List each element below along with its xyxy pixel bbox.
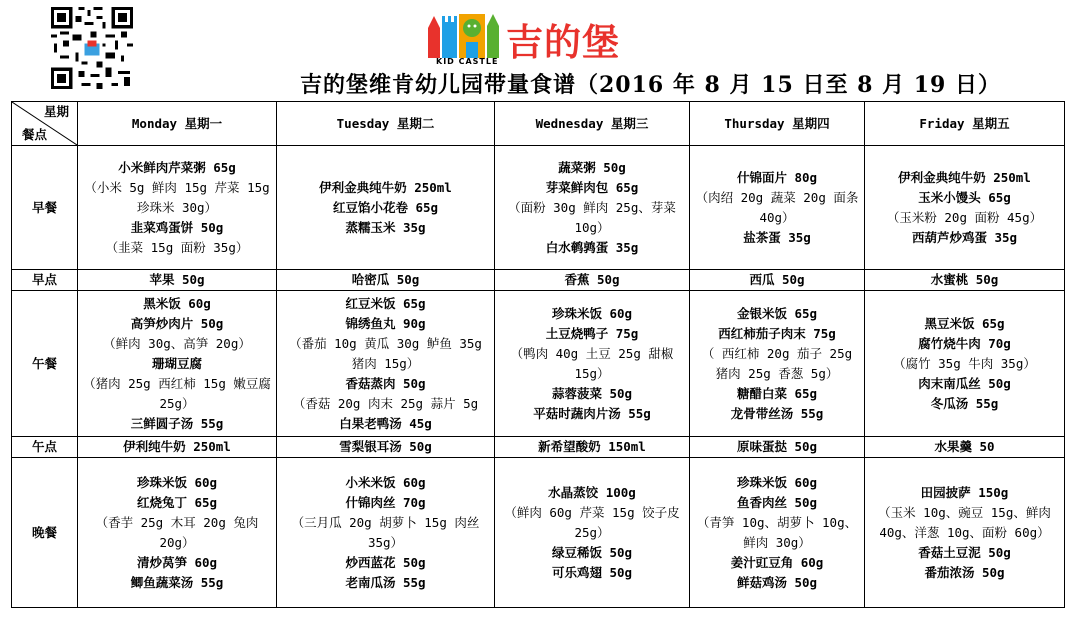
afternoon-snack-wednesday bbox=[495, 437, 690, 458]
dish-item: 香菇土豆泥 50g bbox=[918, 544, 1011, 560]
dish-item: 高笋炒肉片 50g bbox=[130, 315, 224, 331]
day-header-friday: Friday 星期五 bbox=[865, 102, 1065, 146]
dish-item: 芽菜鲜肉包 65g bbox=[545, 179, 639, 195]
morning-snack-thursday bbox=[690, 270, 865, 291]
dish-item: 蒸糯玉米 35g bbox=[345, 219, 426, 235]
corner-header bbox=[12, 102, 78, 146]
meal-label-breakfast: 早餐 bbox=[12, 146, 78, 270]
breakfast-wednesday bbox=[495, 146, 690, 270]
dish-item: 小米鲜肉芹菜粥 65g bbox=[118, 159, 236, 175]
dish-item: 伊利纯牛奶 250ml bbox=[123, 439, 231, 454]
afternoon-snack-monday bbox=[78, 437, 277, 458]
dish-item: 红豆米饭 65g bbox=[345, 295, 426, 311]
lunch-wednesday bbox=[495, 291, 690, 437]
dish-item: 什锦肉丝 70g bbox=[345, 494, 426, 510]
corner-meal-label: 餐点 bbox=[22, 127, 48, 142]
breakfast-monday bbox=[78, 146, 277, 270]
morning-snack-row bbox=[12, 270, 1065, 291]
day-header-monday: Monday 星期一 bbox=[78, 102, 277, 146]
dish-item: 苹果 50g bbox=[149, 272, 205, 287]
breakfast-friday bbox=[865, 146, 1065, 270]
dish-item: 冬瓜汤 55g bbox=[930, 395, 999, 411]
breakfast-thursday bbox=[690, 146, 865, 270]
meal-label-lunch: 午餐 bbox=[12, 291, 78, 437]
ingredient-note: （玉米 10g、豌豆 15g、鲜肉 40g、洋葱 10g、面粉 60g） bbox=[878, 504, 1051, 540]
dinner-monday bbox=[78, 458, 277, 608]
meal-label-morning-snack: 早点 bbox=[12, 270, 78, 291]
dish-item: 清炒莴笋 60g bbox=[136, 554, 218, 570]
dish-item: 绿豆稀饭 50g bbox=[551, 544, 633, 560]
dish-item: 伊利金典纯牛奶 250ml bbox=[898, 169, 1031, 185]
meal-label-dinner: 晚餐 bbox=[12, 458, 78, 608]
morning-snack-monday bbox=[78, 270, 277, 291]
dinner-friday bbox=[865, 458, 1065, 608]
dish-item: 珍珠米饭 60g bbox=[736, 474, 818, 490]
dish-item: 黑米饭 60g bbox=[143, 295, 211, 311]
dish-item: 姜汁豇豆角 60g bbox=[730, 554, 824, 570]
logo-brand-cn: 吉的堡 bbox=[506, 21, 620, 64]
ingredient-note: （腐竹 35g 牛肉 35g） bbox=[893, 355, 1036, 371]
ingredient-note: （鸭肉 40g 土豆 25g 甜椒 15g） bbox=[510, 345, 674, 381]
corner-day-label: 星期 bbox=[43, 104, 69, 119]
dish-item: 哈密瓜 50g bbox=[351, 272, 420, 287]
dish-item: 蔬菜粥 50g bbox=[558, 159, 626, 175]
ingredient-note: （猪肉 25g 西红柿 15g 嫩豆腐 25g） bbox=[83, 375, 271, 411]
dish-item: 水晶蒸饺 100g bbox=[548, 484, 636, 500]
ingredient-note: （小米 5g 鲜肉 15g 芹菜 15g 珍珠米 30g） bbox=[84, 179, 270, 215]
day-header-wednesday: Wednesday 星期三 bbox=[495, 102, 690, 146]
dish-item: 小米米饭 60g bbox=[345, 474, 426, 490]
dish-item: 黑豆米饭 65g bbox=[924, 315, 1005, 331]
lunch-friday bbox=[865, 291, 1065, 437]
dish-item: 肉末南瓜丝 50g bbox=[918, 375, 1011, 391]
dish-item: 老南瓜汤 55g bbox=[345, 574, 426, 590]
dish-item: 可乐鸡翅 50g bbox=[551, 564, 633, 580]
logo-brand-en: KID CASTLE bbox=[436, 57, 499, 66]
dish-item: 鲫鱼蔬菜汤 55g bbox=[130, 574, 224, 590]
ingredient-note: （青笋 10g、胡萝卜 10g、鲜肉 30g） bbox=[696, 514, 858, 550]
ingredient-note: （香芋 25g 木耳 20g 兔肉 20g） bbox=[95, 514, 259, 550]
dish-item: 腐竹烧牛肉 70g bbox=[918, 335, 1011, 351]
dish-item: 白水鹌鹑蛋 35g bbox=[545, 239, 639, 255]
dish-item: 西葫芦炒鸡蛋 35g bbox=[911, 229, 1018, 245]
ingredient-note: （肉绍 20g 蔬菜 20g 面条 40g） bbox=[695, 189, 859, 225]
dish-item: 三鲜圆子汤 55g bbox=[130, 415, 224, 431]
dinner-tuesday bbox=[277, 458, 495, 608]
dish-item: 香蕉 50g bbox=[564, 272, 620, 287]
dish-item: 锦绣鱼丸 90g bbox=[345, 315, 426, 331]
afternoon-snack-thursday bbox=[690, 437, 865, 458]
dish-item: 新希望酸奶 150ml bbox=[538, 439, 646, 454]
dish-item: 白果老鸭汤 45g bbox=[339, 415, 432, 431]
dish-item: 伊利金典纯牛奶 250ml bbox=[319, 179, 452, 195]
dish-item: 水蜜桃 50g bbox=[930, 272, 999, 287]
lunch-row bbox=[12, 291, 1065, 437]
dish-item: 珊瑚豆腐 bbox=[151, 355, 202, 371]
dish-item: 炒西蓝花 50g bbox=[345, 554, 426, 570]
afternoon-snack-friday bbox=[865, 437, 1065, 458]
dish-item: 水果羹 50 bbox=[934, 439, 995, 454]
dish-item: 红烧兔丁 65g bbox=[136, 494, 218, 510]
dish-item: 珍珠米饭 60g bbox=[551, 305, 633, 321]
ingredient-note: （鲜肉 60g 芹菜 15g 饺子皮 25g） bbox=[504, 504, 680, 540]
menu-table bbox=[11, 101, 1065, 608]
dish-item: 平菇时蔬肉片汤 55g bbox=[533, 405, 651, 421]
dish-item: 糖醋白菜 65g bbox=[736, 385, 818, 401]
page-title: 吉的堡维肯幼儿园带量食谱（2016 年 8 月 15 日至 8 月 19 日） bbox=[300, 72, 1002, 98]
header-row bbox=[12, 102, 1065, 146]
dish-item: 鲜菇鸡汤 50g bbox=[736, 574, 818, 590]
ingredient-note: （面粉 30g 鲜肉 25g、芽菜 10g） bbox=[508, 199, 676, 235]
dish-item: 什锦面片 80g bbox=[736, 169, 818, 185]
dish-item: 龙骨带丝汤 55g bbox=[730, 405, 824, 421]
lunch-thursday bbox=[690, 291, 865, 437]
qr-code bbox=[48, 4, 136, 92]
dish-item: 鱼香肉丝 50g bbox=[736, 494, 818, 510]
lunch-monday bbox=[78, 291, 277, 437]
afternoon-snack-tuesday bbox=[277, 437, 495, 458]
breakfast-tuesday bbox=[277, 146, 495, 270]
dish-item: 土豆烧鸭子 75g bbox=[545, 325, 639, 341]
lunch-tuesday bbox=[277, 291, 495, 437]
dish-item: 香菇蒸肉 50g bbox=[345, 375, 426, 391]
dish-item: 番茄浓汤 50g bbox=[924, 564, 1005, 580]
day-header-thursday: Thursday 星期四 bbox=[690, 102, 865, 146]
dish-item: 西红柿茄子肉末 75g bbox=[718, 325, 836, 341]
dish-item: 红豆馅小花卷 65g bbox=[332, 199, 439, 215]
dish-item: 盐茶蛋 35g bbox=[743, 229, 811, 245]
ingredient-note: （玉米粉 20g 面粉 45g） bbox=[886, 209, 1043, 225]
dinner-thursday bbox=[690, 458, 865, 608]
ingredient-note: （三月瓜 20g 胡萝卜 15g 肉丝 35g） bbox=[291, 514, 480, 550]
dish-item: 西瓜 50g bbox=[749, 272, 805, 287]
afternoon-snack-row bbox=[12, 437, 1065, 458]
ingredient-note: （ 西红柿 20g 茄子 25g 猪肉 25g 香葱 5g） bbox=[701, 345, 853, 381]
day-header-tuesday: Tuesday 星期二 bbox=[277, 102, 495, 146]
dish-item: 韭菜鸡蛋饼 50g bbox=[130, 219, 224, 235]
dinner-wednesday bbox=[495, 458, 690, 608]
dish-item: 原味蛋挞 50g bbox=[736, 439, 818, 454]
ingredient-note: （番茄 10g 黄瓜 30g 鲈鱼 35g 猪肉 15g） bbox=[289, 335, 482, 371]
ingredient-note: （香菇 20g 肉末 25g 蒜片 5g bbox=[292, 395, 479, 411]
ingredient-note: （鲜肉 30g、高笋 20g） bbox=[103, 335, 251, 351]
dish-item: 雪梨银耳汤 50g bbox=[339, 439, 432, 454]
meal-label-afternoon-snack: 午点 bbox=[12, 437, 78, 458]
morning-snack-friday bbox=[865, 270, 1065, 291]
dish-item: 蒜蓉菠菜 50g bbox=[551, 385, 633, 401]
dish-item: 金银米饭 65g bbox=[736, 305, 818, 321]
breakfast-row bbox=[12, 146, 1065, 270]
dish-item: 珍珠米饭 60g bbox=[136, 474, 218, 490]
dish-item: 田园披萨 150g bbox=[920, 484, 1009, 500]
dish-item: 玉米小馒头 65g bbox=[918, 189, 1011, 205]
ingredient-note: （韭菜 15g 面粉 35g） bbox=[105, 239, 249, 255]
dinner-row bbox=[12, 458, 1065, 608]
morning-snack-wednesday bbox=[495, 270, 690, 291]
morning-snack-tuesday bbox=[277, 270, 495, 291]
